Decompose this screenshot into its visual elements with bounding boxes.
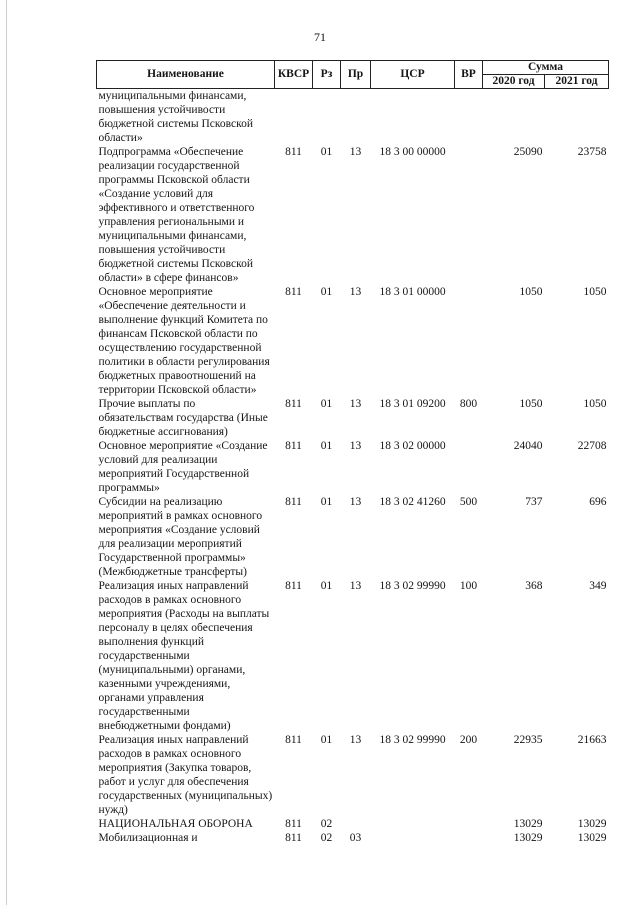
cell-pr: 13 [349, 734, 362, 746]
cell-sum-2020: 24040 [513, 440, 543, 452]
cell-vr: 100 [459, 580, 478, 592]
table-row [97, 89, 609, 146]
cell-pr: 13 [349, 496, 362, 508]
table-header [97, 61, 609, 89]
cell-kvsr: 811 [285, 398, 302, 410]
cell-sum-2020 [483, 89, 545, 146]
cell-name: Реализация иных направлений расходов в рамках основного мероприятия (Закупка товаров, работ и услуг для обеспечения государственных (муниципальных) нужд) [98, 734, 273, 816]
cell-sum-2020: 22935 [513, 734, 543, 746]
cell-sum-2021: 1050 [583, 286, 607, 298]
cell-sum-2020: 1050 [519, 286, 543, 298]
cell-pr: 03 [349, 832, 362, 844]
cell-csr: 18 3 02 99990 [379, 734, 446, 746]
cell-csr: 18 3 02 41260 [379, 496, 446, 508]
table-row [97, 397, 609, 439]
cell-kvsr: 811 [285, 286, 302, 298]
cell-sum-2021: 1050 [583, 398, 607, 410]
cell-sum-2021: 21663 [577, 734, 607, 746]
cell-rz: 01 [320, 440, 333, 452]
header-rz: Рз [313, 61, 341, 89]
cell-name: муниципальными финансами, повышения устойчивости бюджетной системы Псковской области» [98, 90, 253, 144]
cell-pr [341, 89, 371, 146]
table-row [97, 495, 609, 579]
budget-table [96, 60, 609, 845]
table-row [97, 285, 609, 397]
cell-rz: 01 [320, 286, 333, 298]
cell-name: Мобилизационная и [98, 832, 198, 844]
cell-name: Подпрограмма «Обеспечение реализации государственной программы Псковской области «Создание условий для эффективного и ответственного управления региональными и муниципальными финансами, повышения устойчивости бюджетной системы Псковской области» в сфере финансов» [98, 146, 255, 284]
cell-rz: 01 [320, 146, 333, 158]
cell-vr: 500 [459, 496, 478, 508]
cell-csr [371, 89, 455, 146]
cell-kvsr: 811 [285, 818, 302, 830]
header-year-2021: 2021 год [545, 75, 609, 89]
cell-kvsr: 811 [285, 496, 302, 508]
table-row [97, 579, 609, 733]
cell-vr [455, 817, 483, 831]
cell-csr: 18 3 01 00000 [379, 286, 446, 298]
cell-name: Основное мероприятие «Обеспечение деятельности и выполнение функций Комитета по финансам Псковской области по осуществлению государственной политики в области регулирования бюджетных правоотношений на территории Псковской области» [98, 286, 270, 396]
cell-sum-2021: 696 [589, 496, 607, 508]
cell-rz: 01 [320, 734, 333, 746]
cell-name: Основное мероприятие «Создание условий для реализации мероприятий Государственной программы» [98, 440, 268, 494]
header-csr: ЦСР [371, 61, 455, 89]
header-pr: Пр [341, 61, 371, 89]
cell-sum-2021: 13029 [577, 832, 607, 844]
cell-kvsr: 811 [285, 832, 302, 844]
cell-csr: 18 3 01 09200 [379, 398, 446, 410]
header-kvsr: КВСР [275, 61, 313, 89]
cell-sum-2020: 737 [525, 496, 543, 508]
header-name: Наименование [97, 61, 275, 89]
cell-vr: 800 [459, 398, 478, 410]
cell-rz: 01 [320, 580, 333, 592]
cell-vr [455, 285, 483, 397]
table-row [97, 817, 609, 831]
header-year-2020: 2020 год [483, 75, 545, 89]
page-number: 71 [314, 30, 326, 44]
cell-sum-2021: 23758 [577, 146, 607, 158]
cell-vr [455, 145, 483, 285]
cell-vr [455, 831, 483, 845]
cell-rz: 02 [320, 832, 333, 844]
cell-sum-2020: 368 [525, 580, 543, 592]
cell-pr: 13 [349, 286, 362, 298]
cell-pr: 13 [349, 580, 362, 592]
cell-vr: 200 [459, 734, 478, 746]
table-row [97, 733, 609, 817]
cell-rz: 01 [320, 398, 333, 410]
scan-edge-line [6, 0, 7, 905]
cell-sum-2020: 1050 [519, 398, 543, 410]
cell-csr: 18 3 02 99990 [379, 580, 446, 592]
cell-kvsr: 811 [285, 146, 302, 158]
table-row [97, 145, 609, 285]
cell-name: НАЦИОНАЛЬНАЯ ОБОРОНА [98, 818, 253, 830]
cell-sum-2021 [545, 89, 609, 146]
cell-sum-2021: 13029 [577, 818, 607, 830]
cell-sum-2021: 349 [589, 580, 607, 592]
cell-csr: 18 3 02 00000 [379, 440, 446, 452]
cell-kvsr: 811 [285, 440, 302, 452]
cell-sum-2020: 13029 [513, 818, 543, 830]
table-body [97, 89, 609, 846]
cell-sum-2020: 25090 [513, 146, 543, 158]
cell-kvsr: 811 [285, 580, 302, 592]
cell-name: Прочие выплаты по обязательствам государства (Иные бюджетные ассигнования) [98, 398, 268, 438]
cell-name: Субсидии на реализацию мероприятий в рамках основного мероприятия «Создание условий для реализации мероприятий Государственной программы» (Межбюджетные трансферты) [98, 496, 263, 578]
cell-rz: 01 [320, 496, 333, 508]
cell-sum-2021: 22708 [577, 440, 607, 452]
header-vr: ВР [455, 61, 483, 89]
cell-vr [455, 439, 483, 495]
cell-csr [371, 831, 455, 845]
cell-kvsr [275, 89, 313, 146]
cell-rz [313, 89, 341, 146]
cell-rz: 02 [320, 818, 333, 830]
cell-kvsr: 811 [285, 734, 302, 746]
cell-pr: 13 [349, 440, 362, 452]
cell-sum-2020: 13029 [513, 832, 543, 844]
cell-pr: 13 [349, 398, 362, 410]
cell-name: Реализация иных направлений расходов в рамках основного мероприятия (Расходы на выплаты персоналу в целях обеспечения выполнения функций государственными (муниципальными) органами, казенными учреждениями, органами управления государственными внебюджетными фондами) [98, 580, 270, 732]
table-row [97, 439, 609, 495]
cell-csr: 18 3 00 00000 [379, 146, 446, 158]
cell-csr [371, 817, 455, 831]
table-row [97, 831, 609, 845]
cell-pr [341, 817, 371, 831]
cell-vr [455, 89, 483, 146]
cell-pr: 13 [349, 146, 362, 158]
header-sum: Сумма [483, 61, 609, 75]
